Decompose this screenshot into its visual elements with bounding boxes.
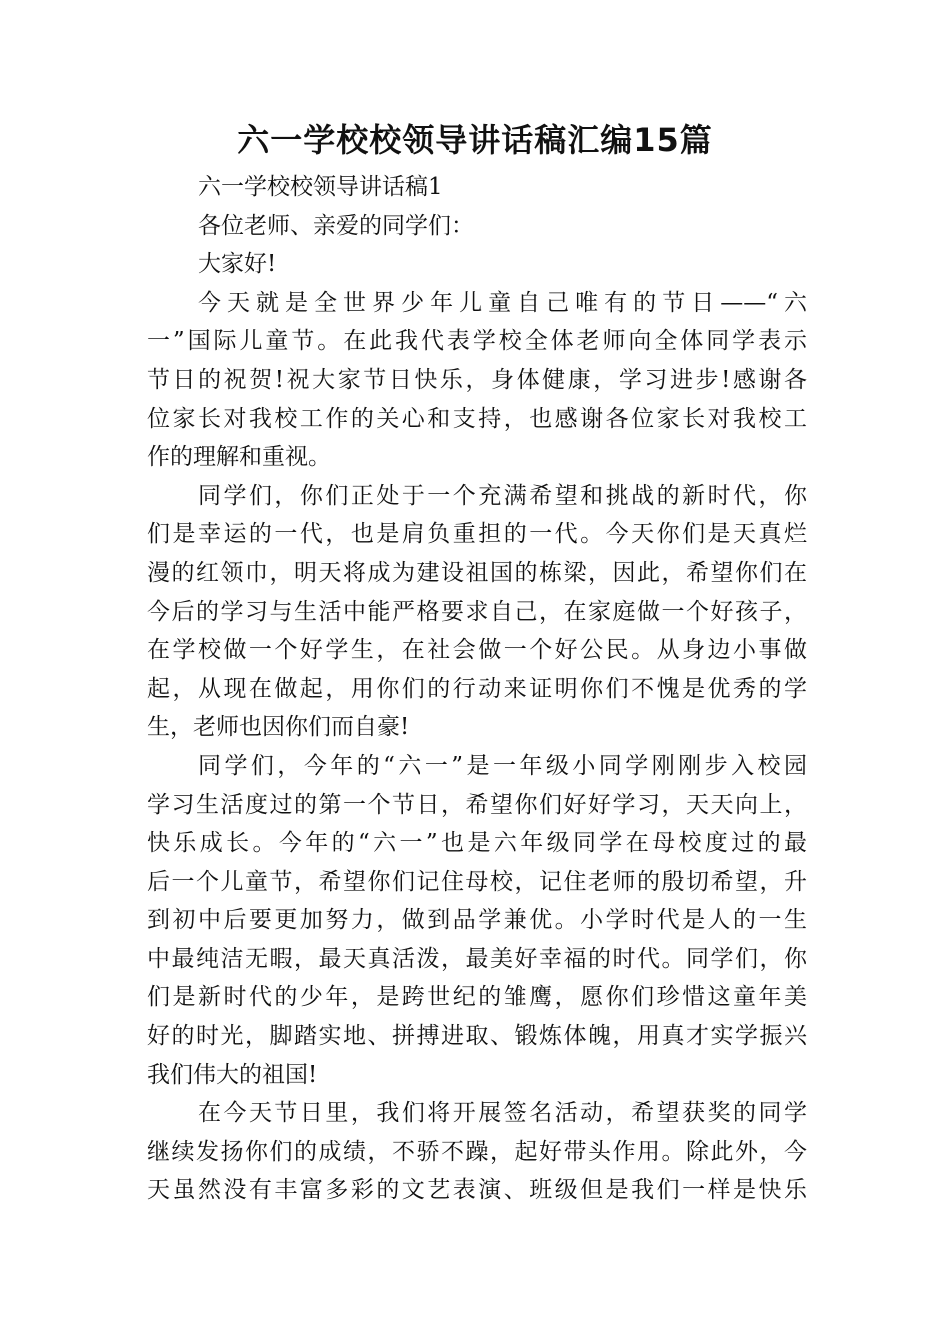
- text-line: 生，老师也因你们而自豪!: [147, 714, 410, 741]
- text-line: 六一学校校领导讲话稿1: [198, 174, 443, 200]
- text-line: 中最纯洁无暇，最天真活泼，最美好幸福的时代。同学们，你: [147, 945, 807, 972]
- text-line: 各位老师、亲爱的同学们：: [198, 212, 474, 239]
- text-line: 继续发扬你们的成绩，不骄不躁，起好带头作用。除此外，今: [147, 1138, 807, 1165]
- text-line: 同学们，今年的“六一”是一年级小同学刚刚步入校园: [198, 752, 807, 779]
- document-title: 六一学校校领导讲话稿汇编15篇: [237, 121, 713, 159]
- text-line: 在今天节日里，我们将开展签名活动，希望获奖的同学: [198, 1100, 807, 1127]
- text-line: 起，从现在做起，用你们的行动来证明你们不愧是优秀的学: [147, 675, 807, 702]
- text-line: 大家好!: [198, 251, 277, 278]
- text-line: 到初中后要更加努力，做到品学兼优。小学时代是人的一生: [147, 907, 807, 934]
- text-line: 们是幸运的一代，也是肩负重担的一代。今天你们是天真烂: [147, 521, 807, 548]
- text-line: 学习生活度过的第一个节日，希望你们好好学习，天天向上，: [147, 791, 807, 818]
- text-line: 作的理解和重视。: [147, 444, 331, 471]
- text-line: 今天就是全世界少年儿童自己唯有的节日——“六: [198, 289, 807, 316]
- text-line: 们是新时代的少年，是跨世纪的雏鹰，愿你们珍惜这童年美: [147, 984, 807, 1011]
- text-line: 我们伟大的祖国!: [147, 1061, 318, 1088]
- text-line: 今后的学习与生活中能严格要求自己，在家庭做一个好孩子，: [147, 598, 807, 625]
- text-line: 位家长对我校工作的关心和支持，也感谢各位家长对我校工: [147, 405, 807, 432]
- text-line: 节日的祝贺!祝大家节日快乐，身体健康，学习进步!感谢各: [147, 366, 807, 393]
- text-line: 好的时光，脚踏实地、拼搏进取、锻炼体魄，用真才实学振兴: [147, 1023, 807, 1050]
- document-body: [147, 168, 807, 1210]
- text-line: 快乐成长。今年的“六一”也是六年级同学在母校度过的最: [147, 830, 807, 857]
- text-line: 天虽然没有丰富多彩的文艺表演、班级但是我们一样是快乐: [147, 1177, 807, 1204]
- text-line: 一”国际儿童节。在此我代表学校全体老师向全体同学表示: [147, 328, 807, 355]
- text-line: 在学校做一个好学生，在社会做一个好公民。从身边小事做: [147, 637, 807, 664]
- text-line: 同学们，你们正处于一个充满希望和挑战的新时代，你: [198, 482, 807, 509]
- text-line: 后一个儿童节，希望你们记住母校，记住老师的殷切希望，升: [147, 868, 807, 895]
- text-line: 漫的红领巾，明天将成为建设祖国的栋梁，因此，希望你们在: [147, 559, 807, 586]
